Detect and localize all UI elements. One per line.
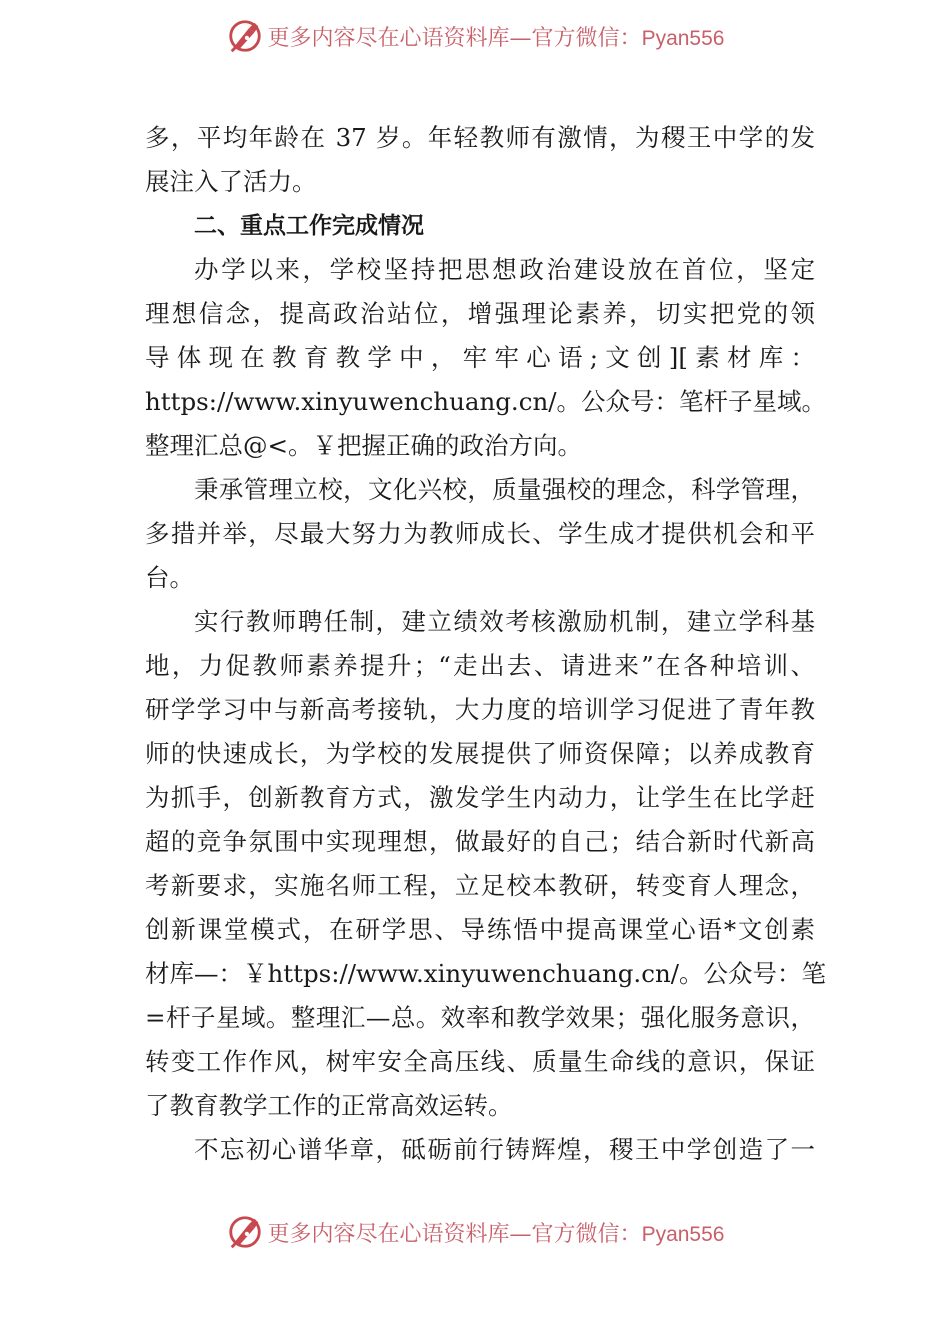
paragraph-2 (145, 248, 826, 468)
banner-wechat-id: Pyan556 (641, 1222, 725, 1246)
footer-banner-text (268, 1217, 725, 1248)
paragraph-3 (145, 468, 815, 600)
text-line: 办学以来，学校坚持把思想政治建设放在首位，坚定 (194, 255, 815, 284)
text-line: 地，力促教师素养提升；“走出去、请进来”在各种培训、 (145, 651, 815, 680)
banner-title: 更多内容尽在心语资料库 (267, 25, 510, 51)
text-line: 导体现在教育教学中，牢牢心语;文创][素材库： (145, 343, 815, 372)
pen-nib-logo-icon (226, 17, 264, 55)
banner-wechat-label: 官方微信： (531, 1221, 642, 1247)
pen-nib-logo-icon (226, 1213, 264, 1251)
banner-title: 更多内容尽在心语资料库 (267, 1221, 510, 1247)
section-heading: 二、重点工作完成情况 (194, 213, 424, 239)
header-banner-text (268, 21, 725, 52)
text-line: 了教育教学工作的正常高效运转。 (145, 1091, 513, 1120)
text-line: 考新要求，实施名师工程，立足校本教研，转变育人理念， (145, 871, 815, 900)
paragraph-1 (145, 116, 815, 204)
text-line: 为抓手，创新教育方式，激发学生内动力，让学生在比学赶 (145, 783, 815, 812)
text-line: 不忘初心谱华章，砥砺前行铸辉煌，稷王中学创造了一 (194, 1135, 815, 1164)
text-line: 理想信念，提高政治站位，增强理论素养，切实把党的领 (145, 299, 815, 328)
banner-wechat-id: Pyan556 (641, 26, 725, 50)
text-line: 超的竞争氛围中实现理想，做最好的自己；结合新时代新高 (145, 827, 815, 856)
banner-separator: — (509, 1221, 532, 1247)
text-line: https://www.xinyuwenchuang.cn/。公众号：笔杆子星域。 (145, 387, 826, 416)
footer-banner (0, 1210, 950, 1254)
text-line: 多，平均年龄在 37 岁。年轻教师有激情，为稷王中学的发 (145, 123, 815, 152)
text-line: 整理汇总@<。￥把握正确的政治方向。 (145, 431, 583, 460)
text-line: 秉承管理立校，文化兴校，质量强校的理念，科学管理， (194, 475, 815, 504)
text-line: 展注入了活力。 (145, 167, 317, 196)
text-line: 师的快速成长，为学校的发展提供了师资保障；以养成教育 (145, 739, 815, 768)
text-line: 台。 (145, 563, 194, 592)
paragraph-4 (145, 600, 826, 1128)
document-body (145, 116, 826, 1172)
text-line: 材库—：￥https://www.xinyuwenchuang.cn/。公众号：笔 (145, 959, 826, 988)
text-line: 创新课堂模式，在研学思、导练悟中提高课堂心语*文创素 (145, 915, 815, 944)
header-banner (0, 14, 950, 58)
banner-wechat-label: 官方微信： (531, 25, 642, 51)
text-line: 实行教师聘任制，建立绩效考核激励机制，建立学科基 (194, 607, 815, 636)
text-line: 转变工作作风，树牢安全高压线、质量生命线的意识，保证 (145, 1047, 815, 1076)
text-line: 多措并举，尽最大努力为教师成长、学生成才提供机会和平 (145, 519, 815, 548)
paragraph-5 (145, 1128, 815, 1172)
text-line: =杆子星域。整理汇—总。效率和教学效果；强化服务意识， (145, 1003, 815, 1032)
banner-separator: — (509, 25, 532, 51)
text-line: 研学学习中与新高考接轨，大力度的培训学习促进了青年教 (145, 695, 815, 724)
